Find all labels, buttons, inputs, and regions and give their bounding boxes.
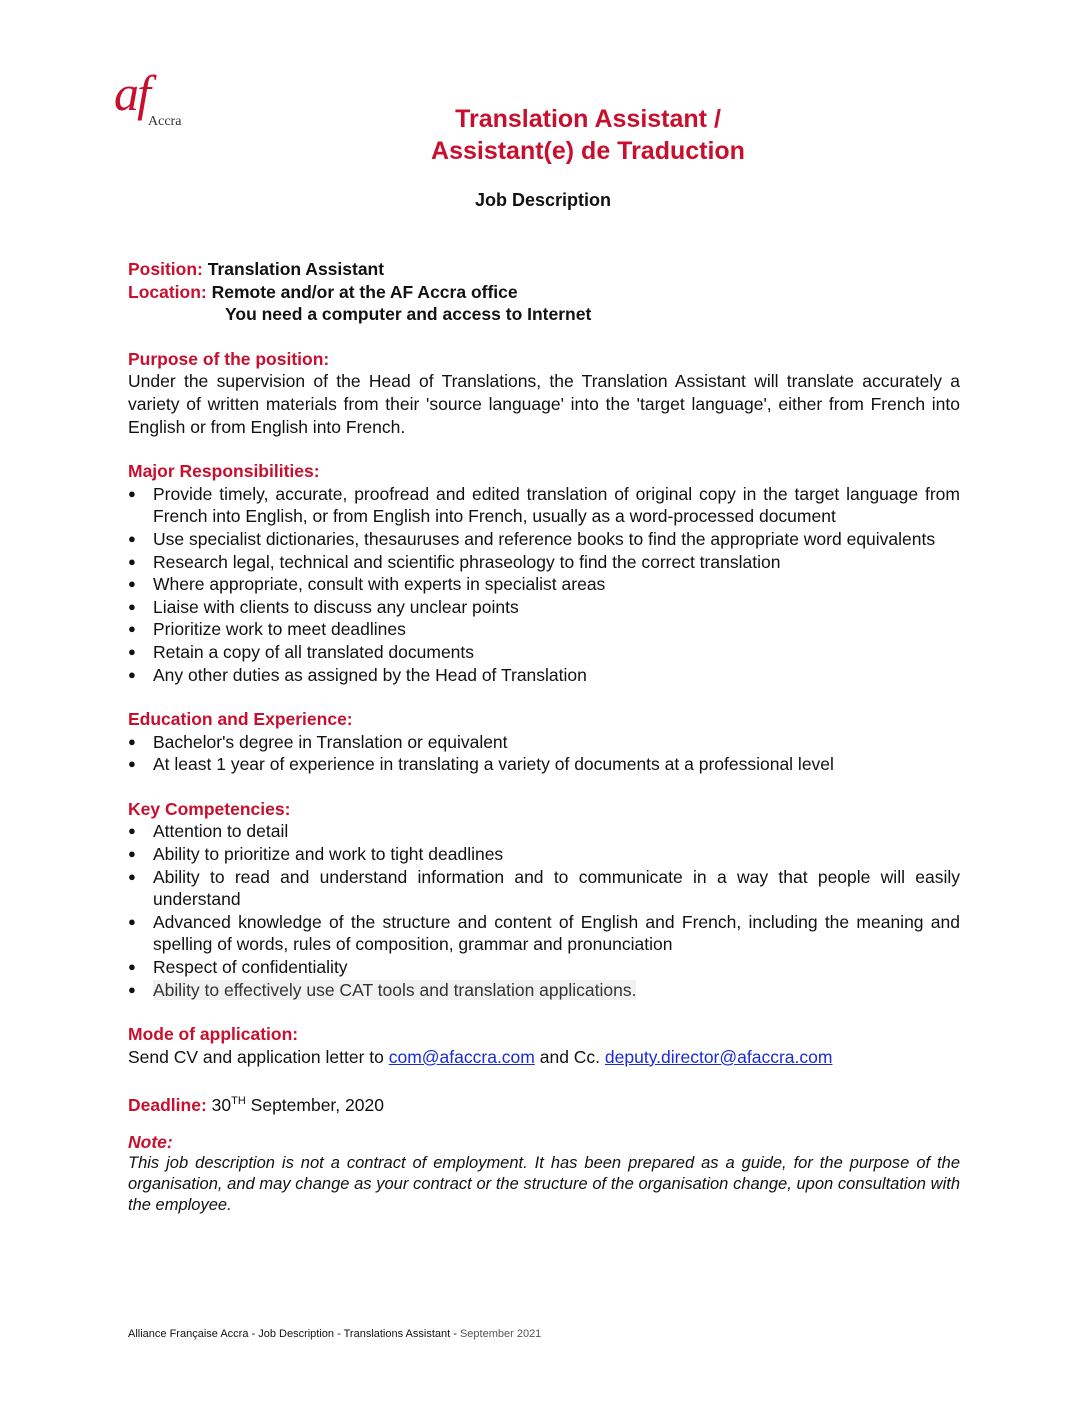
deadline-suffix: TH [231, 1095, 246, 1108]
responsibilities-heading: Major Responsibilities: [128, 461, 320, 482]
education-heading: Education and Experience: [128, 709, 353, 730]
competencies-heading: Key Competencies: [128, 798, 291, 819]
education-list [128, 731, 960, 776]
list-item: ● Respect of confidentiality [128, 956, 960, 979]
document-title-line-1: Translation Assistant / [455, 105, 721, 133]
footer-date: September 2021 [459, 1328, 542, 1340]
location-line [128, 281, 960, 304]
list-item: ● Prioritize work to meet deadlines [128, 618, 960, 641]
list-item: ● Ability to effectively use CAT tools and translation applications. [128, 979, 960, 1002]
position-value: Translation Assistant [207, 259, 385, 279]
logo-subtext: Accra [148, 114, 182, 129]
list-item: ● Provide timely, accurate, proofread and edited translation of original copy in the target language from French into English, or from English into French, usually as a word-processed document [128, 483, 960, 528]
application-text [128, 1046, 960, 1069]
note-heading: Note: [128, 1131, 173, 1152]
document-title-line-2: Assistant(e) de Traduction [431, 137, 745, 165]
deadline-rest: September, 2020 [245, 1095, 384, 1116]
list-item: ● Retain a copy of all translated documents [128, 641, 960, 664]
list-item: ● Use specialist dictionaries, thesauruses and reference books to find the appropriate word equivalents [128, 528, 960, 551]
deadline-label: Deadline: [128, 1095, 207, 1116]
document-subtitle: Job Description [474, 190, 612, 210]
deadline-line [128, 1090, 960, 1116]
af-accra-logo [114, 65, 214, 134]
position-label: Position: [128, 259, 203, 279]
list-item: ● Bachelor's degree in Translation or equivalent [128, 731, 960, 754]
list-item: ● Research legal, technical and scientific phraseology to find the correct translation [128, 551, 960, 574]
list-item: ● Attention to detail [128, 820, 960, 843]
responsibilities-list [128, 483, 960, 686]
purpose-text: Under the supervision of the Head of Translations, the Translation Assistant will translate accurately a variety of written materials from their 'source language' into the 'target language', either from French into English or from English into French. [128, 371, 960, 437]
note-text: This job description is not a contract of employment. It has been prepared as a guide, for the purpose of the organisation, and may change as your contract or the structure of the organisation change, upon consultation with the employee. [128, 1154, 960, 1215]
page-footer [128, 1328, 541, 1340]
list-item: ● Advanced knowledge of the structure and content of English and French, including the meaning and spelling of words, rules of composition, grammar and pronunciation [128, 911, 960, 956]
position-line [128, 258, 960, 281]
location-label: Location: [128, 281, 207, 302]
logo-mark: af [114, 65, 149, 121]
list-item: ● Ability to read and understand information and to communicate in a way that people will easily understand [128, 866, 960, 911]
email-link-deputy-director[interactable]: deputy.director@afaccra.com [604, 1046, 833, 1067]
document-body [128, 258, 960, 1216]
application-text-middle: and Cc. [534, 1046, 605, 1067]
deadline-day: 30 [211, 1095, 232, 1116]
footer-text: Alliance Française Accra - Job Description - Translations Assistant - [128, 1328, 460, 1340]
application-heading: Mode of application: [128, 1024, 299, 1045]
location-value-2: You need a computer and access to Internet [225, 304, 592, 325]
list-item: ● Ability to prioritize and work to tight deadlines [128, 843, 960, 866]
list-item: ● At least 1 year of experience in translating a variety of documents at a professional level [128, 753, 960, 776]
list-item: ● Liaise with clients to discuss any unclear points [128, 596, 960, 619]
email-link-com[interactable]: com@afaccra.com [388, 1046, 535, 1067]
list-item: ● Where appropriate, consult with experts in specialist areas [128, 573, 960, 596]
competencies-list [128, 820, 960, 1001]
application-text-before: Send CV and application letter to [128, 1046, 389, 1067]
location-value: Remote and/or at the AF Accra office [211, 281, 518, 302]
list-item: ● Any other duties as assigned by the Head of Translation [128, 664, 960, 687]
purpose-heading: Purpose of the position: [128, 348, 330, 369]
